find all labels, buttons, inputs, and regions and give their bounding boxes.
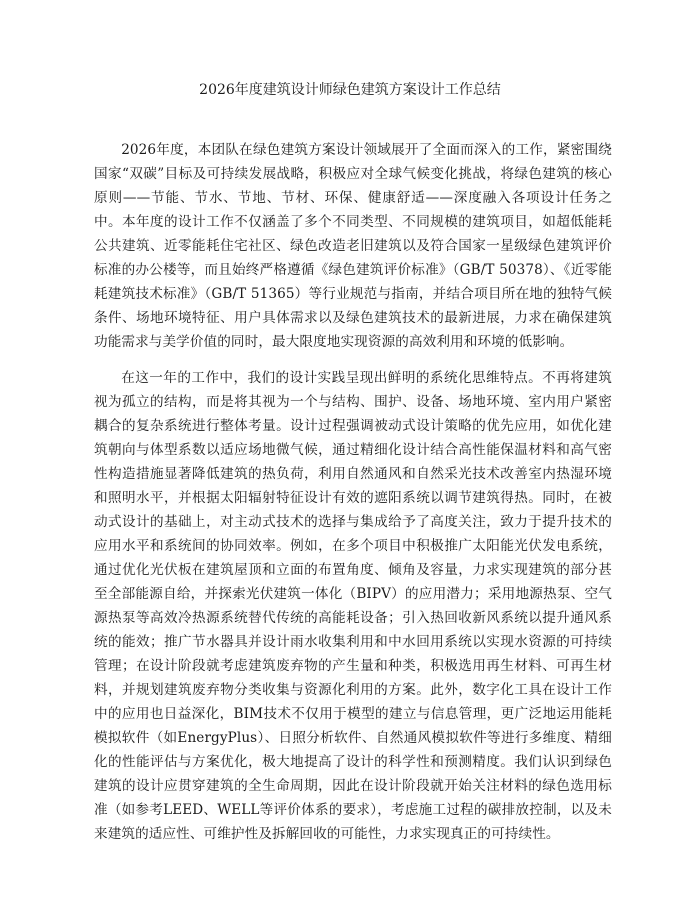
paragraph-2: 在这一年的工作中，我们的设计实践呈现出鲜明的系统化思维特点。不再将建筑视为孤立的结构，而是将其视为一个与结构、围护、设备、场地环境、室内用户紧密耦合的复杂系统进行整体考量。设计过程强调被动式设计策略的优先应用，如优化建筑朝向与体型系数以适应场地微气候，通过精细化设计结合高性能保温材料和高气密性构造措施显著降低建筑的热负荷，利用自然通风和自然采光技术改善室内热湿环境和照明水平，并根据太阳辐射特征设计有效的遮阳系统以调节建筑得热。同时，在被动式设计的基础上，对主动式技术的选择与集成给予了高度关注，致力于提升技术的应用水平和系统间的协同效率。例如，在多个项目中积极推广太阳能光伏发电系统，通过优化光伏板在建筑屋顶和立面的布置角度、倾角及容量，力求实现建筑的部分甚至全部能源自给，并探索光伏建筑一体化（BIPV）的应用潜力；采用地源热泵、空气源热泵等高效冷热源系统替代传统的高能耗设备；引入热回收新风系统以提升通风系统的能效；推广节水器具并设计雨水收集利用和中水回用系统以实现水资源的可持续管理；在设计阶段就考虑建筑废弃物的产生量和种类，积极选用再生材料、可再生材料，并规划建筑废弃物分类收集与资源化利用的方案。此外，数字化工具在设计工作中的应用也日益深化，BIM技术不仅用于模型的建立与信息管理，更广泛地运用能耗模拟软件（如EnergyPlus）、日照分析软件、自然通风模拟软件等进行多维度、精细化的性能评估与方案优化，极大地提高了设计的科学性和预测精度。我们认识到绿色建筑的设计应贯穿建筑的全生命周期，因此在设计阶段就开始关注材料的绿色选用标准（如参考LEED、WELL等评价体系的要求），考虑施工过程的碳排放控制，以及未来建筑的适应性、可维护性及拆解回收的可能性，力求实现真正的可持续性。 bbox=[94, 370, 612, 842]
paragraph-1: 2026年度，本团队在绿色建筑方案设计领域展开了全面而深入的工作，紧密围绕国家“双碳”目标及可持续发展战略，积极应对全球气候变化挑战，将绿色建筑的核心原则——节能、节水、节地、节材、环保、健康舒适——深度融入各项设计任务之中。本年度的设计工作不仅涵盖了多个不同类型、不同规模的建筑项目，如超低能耗公共建筑、近零能耗住宅社区、绿色改造老旧建筑以及符合国家一星级绿色建筑评价标准的办公楼等，而且始终严格遵循《绿色建筑评价标准》（GB/T 50378）、《近零能耗建筑技术标准》（GB/T 51365）等行业规范与指南，并结合项目所在地的独特气候条件、场地环境特征、用户具体需求以及绿色建筑技术的最新进展，力求在确保建筑功能需求与美学价值的同时，最大限度地实现资源的高效利用和环境的低影响。 bbox=[94, 142, 612, 350]
document-body bbox=[94, 138, 612, 858]
document-title: 2026年度建筑设计师绿色建筑方案设计工作总结 bbox=[199, 82, 501, 98]
